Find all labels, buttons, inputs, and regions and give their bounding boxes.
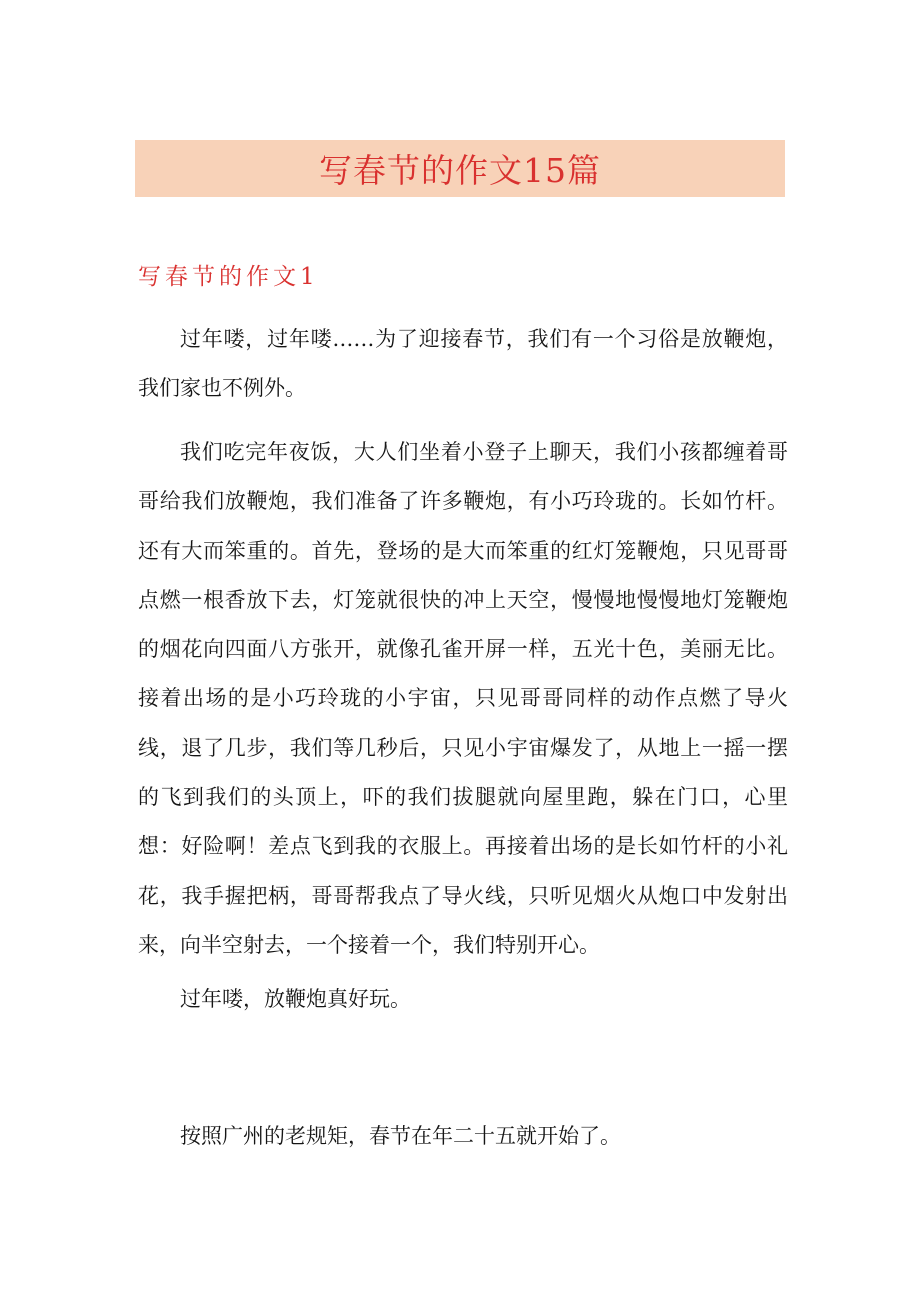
paragraph-3-block: [138, 975, 788, 1024]
document-title: 写春节的作文15篇: [319, 151, 601, 190]
paragraph-3: 过年喽，放鞭炮真好玩。: [180, 987, 411, 1011]
paragraph-1: 过年喽，过年喽……为了迎接春节，我们有一个习俗是放鞭炮，我们家也不例外。: [138, 327, 788, 401]
section-heading: 写春节的作文1: [138, 264, 319, 290]
title-banner: [135, 140, 785, 197]
paragraph-4: 按照广州的老规矩，春节在年二十五就开始了。: [180, 1124, 621, 1148]
paragraph-4-block: [138, 1112, 788, 1161]
paragraph-1-block: [138, 315, 788, 414]
paragraph-2-block: [138, 428, 788, 970]
paragraph-2: 我们吃完年夜饭，大人们坐着小登子上聊天，我们小孩都缠着哥哥给我们放鞭炮，我们准备了许多鞭炮，有小巧玲珑的。长如竹杆。还有大而笨重的。首先，登场的是大而笨重的红灯笼鞭炮，只见哥哥点燃一根香放下去，灯笼就很快的冲上天空，慢慢地慢慢地灯笼鞭炮的烟花向四面八方张开，就像孔雀开屏一样，五光十色，美丽无比。接着出场的是小巧玲珑的小宇宙，只见哥哥同样的动作点燃了导火线，退了几步，我们等几秒后，只见小宇宙爆发了，从地上一摇一摆的飞到我们的头顶上，吓的我们拔腿就向屋里跑，躲在门口，心里想：好险啊！差点飞到我的衣服上。再接着出场的是长如竹杆的小礼花，我手握把柄，哥哥帮我点了导火线，只听见烟火从炮口中发射出来，向半空射去，一个接着一个，我们特别开心。: [138, 440, 788, 957]
